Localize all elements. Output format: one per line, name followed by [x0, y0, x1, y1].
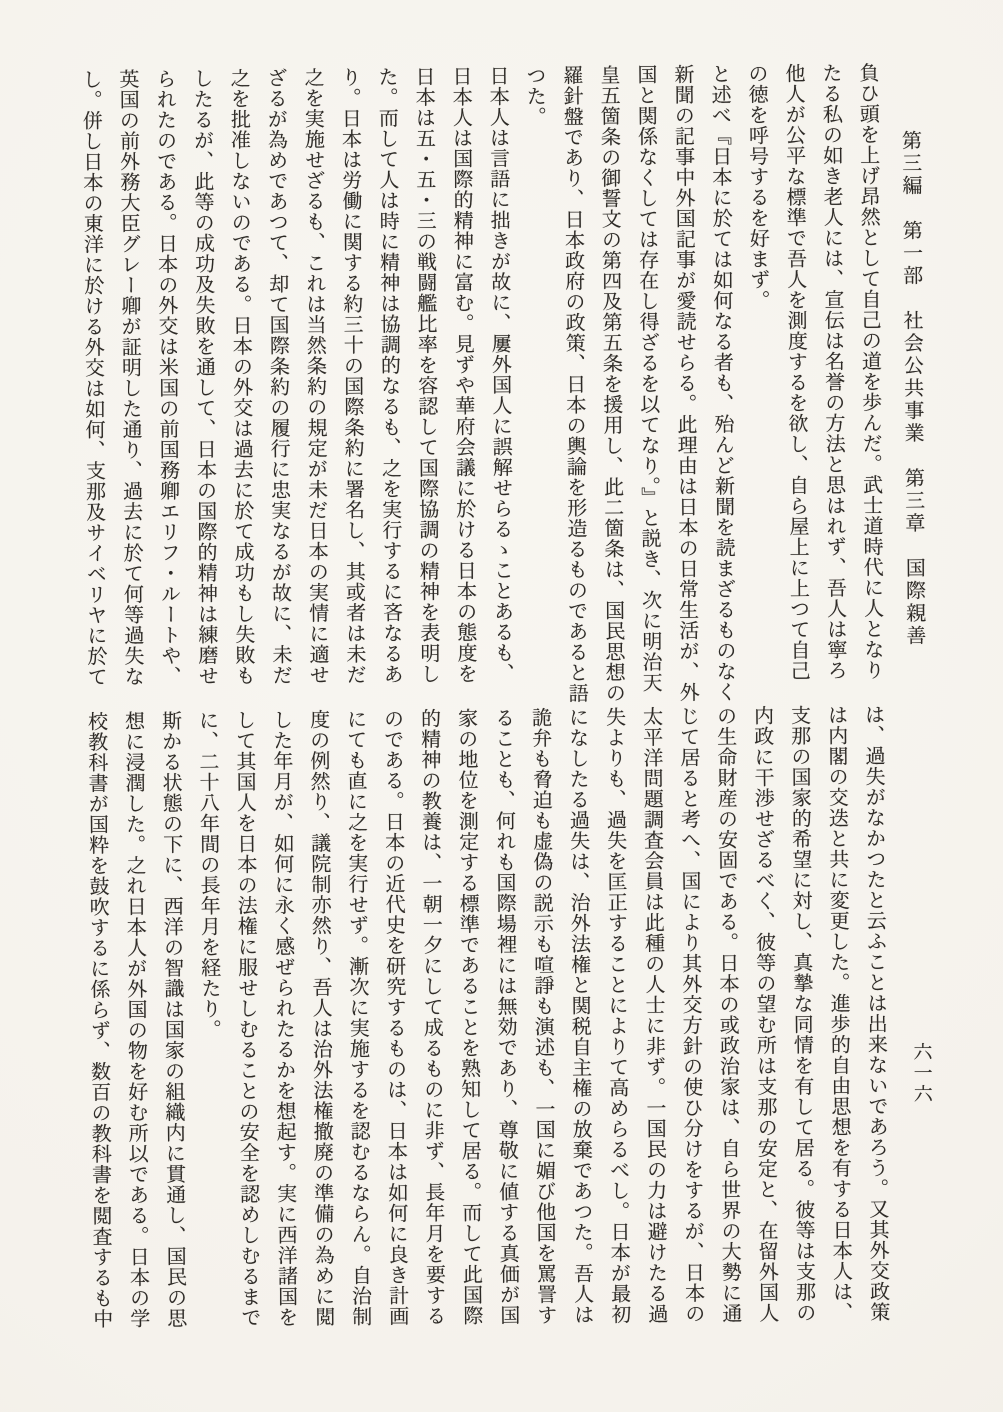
- text-column: になしたる過失は、治外法権と関税自主権の放棄であつた。吾人は: [565, 706, 595, 1325]
- text-column: たる私の如き老人には、宣伝は名誉の方法と思はれず、吾人は寧ろ: [818, 62, 849, 681]
- text-column: 内政に干渉せざるべく、彼等の望む所は支那の安定と、在留外国人: [750, 705, 780, 1324]
- text-column: 国と関係なくしては存在し得ざるを以てなり。』と説き、次に明治天: [633, 64, 664, 693]
- text-column: 羅針盤であり、日本政府の政策、日本の輿論を形造るものであると語: [559, 64, 590, 704]
- text-column: して其国人を日本の法権に服せしむることの安全を認めしむるまで: [232, 709, 262, 1328]
- text-column: に、二十八年間の長年月を経たり。: [195, 709, 223, 1040]
- text-column: 負ひ頭を上げ昂然として自己の道を歩んだ。武士道時代に人となり: [855, 62, 886, 681]
- text-column: 之を批准しないのである。日本の外交は過去に於て成功もし失敗も: [226, 67, 257, 686]
- text-column: 日本人は国際的精神に富む。見ずや華府会議に於ける日本の態度を: [448, 65, 479, 684]
- text-column: した年月が、如何に永く感ぜられたるかを想起す。実に西洋諸国を: [269, 709, 299, 1328]
- text-column: られたのである。日本の外交は米国の前国務卿エリフ・ルートや、: [152, 68, 183, 687]
- text-column: 新聞の記事中外国記事が愛読せらる。此理由は日本の日常生活が、外: [670, 63, 701, 703]
- text-column: 斯かる状態の下に、西洋の智識は国家の組織内に貫通し、国民の思: [158, 710, 188, 1329]
- text-column: 之を実施せざるも、これは当然条約の規定が未だ日本の実情に適せ: [300, 67, 331, 686]
- text-column: 英国の前外務大臣グレー卿が証明した通り、過去に於て何等過失な: [115, 68, 146, 687]
- page-number: 六一六: [910, 1041, 933, 1105]
- text-column: したるが、此等の成功及失敗を通して、日本の国際的精神は練磨せ: [189, 67, 220, 687]
- text-column: にても直に之を実行せず。漸次に実施するを認むるならん。自治制: [343, 708, 373, 1327]
- text-column: ることも、何れも国際場裡には無効であり、尊敬に値する真価が国: [491, 707, 521, 1326]
- text-column: 想に浸潤した。之れ日本人が外国の物を好む所以である。日本の学: [121, 710, 151, 1329]
- text-column: の生命財産の安固である。日本の或政治家は、自ら世界の大勢に通: [713, 705, 743, 1324]
- text-column: 太平洋問題調査会員は此種の人士に非ず。一国民の力は避けたる過: [639, 706, 669, 1325]
- text-column: と述べ『日本に於ては如何なる者も、殆んど新聞を読まざるものなく: [707, 63, 738, 703]
- text-column: 度の例然り、議院制亦然り、吾人は治外法権撤廃の準備の為めに閲: [306, 708, 336, 1328]
- text-column: り。日本は労働に関する約三十の国際条約に署名し、其或者は未だ: [337, 66, 368, 685]
- text-column: つた。: [522, 65, 548, 128]
- bottom-text-block: [77, 704, 897, 1356]
- top-text-block: [72, 62, 891, 704]
- text-column: ざるが為めであつて、却て国際条約の履行に忠実なるが故に、未だ: [263, 67, 294, 686]
- text-column: じて居ると考へ、国により其外交方針の使ひ分けをするが、日本の: [676, 705, 706, 1324]
- text-column: 詭弁も脅迫も虚偽の説示も喧諍も演述も、一国に媚び他国を罵詈す: [528, 707, 558, 1326]
- text-column: 家の地位を測定する標準であることを熟知して居る。而して此国際: [454, 707, 484, 1326]
- text-column: し。併し日本の東洋に於ける外交は如何、支那及サイベリヤに於て: [78, 68, 109, 688]
- text-column: の徳を呼号するを好まず。: [744, 63, 772, 311]
- text-column: 他人が公平な標準で吾人を測度するを欲し、自ら屋上に上つて自己: [781, 62, 812, 682]
- text-column: 校教科書が国粋を鼓吹するに係らず、数百の教科書を閲査するも中: [84, 710, 114, 1330]
- text-column: は、過失がなかつたと云ふことは出来ないであろう。又其外交政策: [861, 704, 891, 1323]
- text-column: 日本は五・五・三の戦闘艦比率を容認して国際協調の精神を表明し: [411, 66, 442, 685]
- text-column: のである。日本の近代史を研究するものは、日本は如何に良き計画: [380, 708, 410, 1327]
- text-column: 的精神の教養は、一朝一夕にして成るものに非ず、長年月を要する: [417, 708, 447, 1327]
- text-column: た。而して人は時に精神は協調的なるも、之を実行するに吝なるあ: [374, 66, 405, 685]
- text-column: 支那の国家的希望に対し、真摯な同情を有して居る。彼等は支那の: [787, 704, 817, 1323]
- text-column: は内閣の交迭と共に変更した。進歩的自由思想を有する日本人は、: [824, 704, 854, 1323]
- text-column: 失よりも、過失を匡正することによりて高めらるべし。日本が最初: [602, 706, 632, 1325]
- chapter-header: 第三編 第一部 社会公共事業 第三章 国際親善: [898, 129, 927, 648]
- text-column: 皇五箇条の御誓文の第四及第五条を援用し、此二箇条は、国民思想の: [596, 64, 627, 704]
- text-column: 日本人は言語に拙きが故に、屢外国人に誤解せらるゝことあるも、: [485, 65, 516, 684]
